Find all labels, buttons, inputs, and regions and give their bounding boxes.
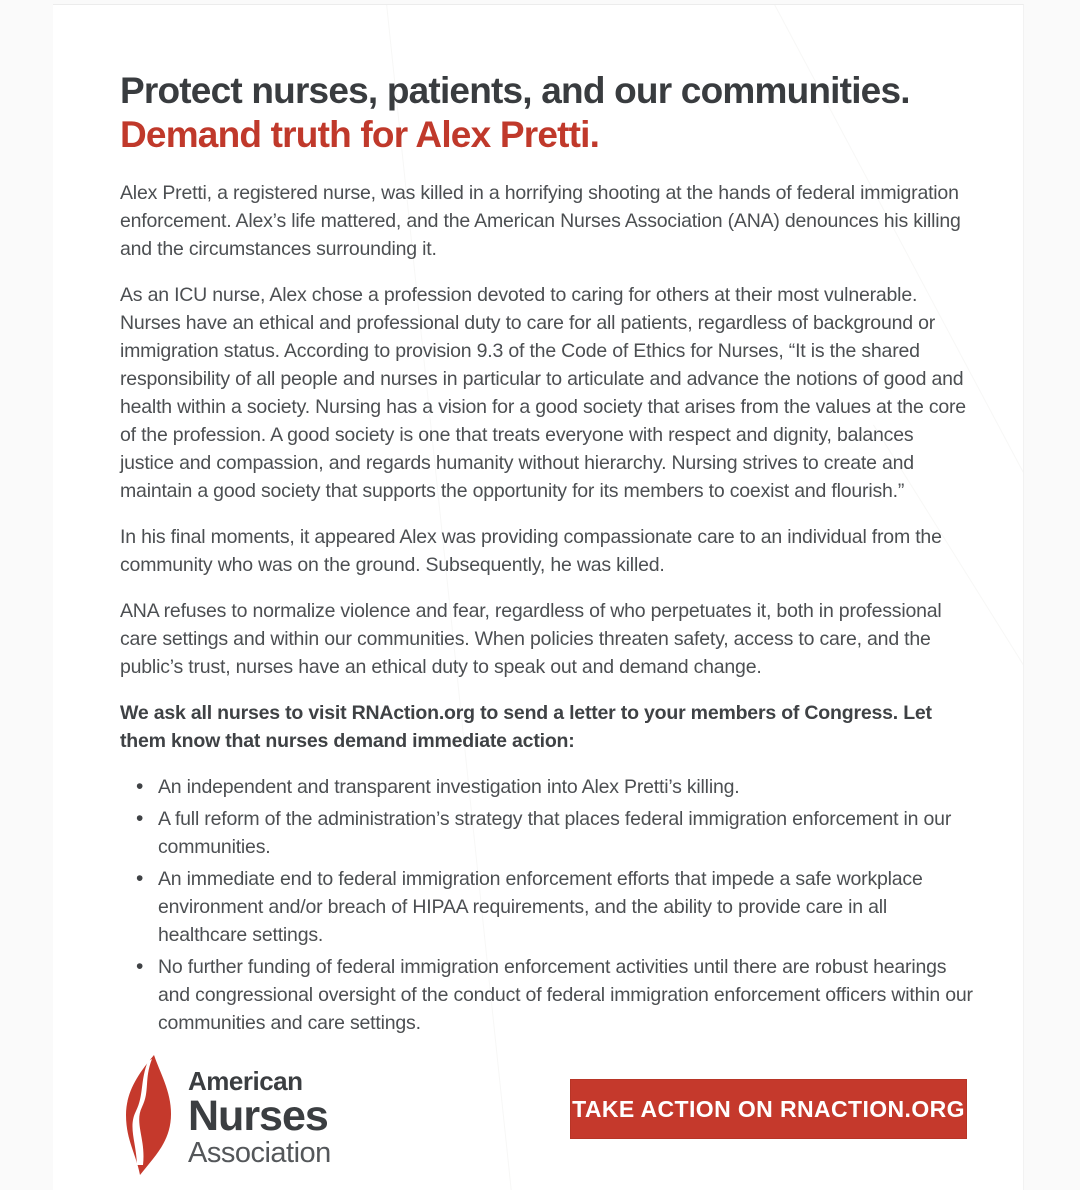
demand-item-investigation: • An independent and transparent investigation into Alex Pretti’s killing.: [134, 773, 981, 801]
demands-list: [134, 773, 981, 1037]
ana-logo-association: Association: [188, 1137, 331, 1169]
ana-logo-american: American: [188, 1066, 303, 1096]
ana-logo-text: [188, 1067, 331, 1170]
paragraph-intro: Alex Pretti, a registered nurse, was killed in a horrifying shooting at the hands of federal immigration enforcement. Alex’s life mattered, and the American Nurses Association (ANA) denounces his killing and the circumstances surrounding it.: [120, 182, 961, 260]
demand-item-end-enforcement: • An immediate end to federal immigration enforcement efforts that impede a safe workplace environment and/or breach of HIPAA requirements, and the ability to provide care in all healthcare settings.: [134, 865, 981, 949]
paragraph-final-moments: In his final moments, it appeared Alex was providing compassionate care to an individual from the community who was on the ground. Subsequently, he was killed.: [120, 526, 942, 576]
demand-item-funding: • No further funding of federal immigration enforcement activities until there are robust hearings and congressional oversight of the conduct of federal immigration enforcement officers within our communities and care settings.: [134, 953, 981, 1037]
flyer-card: [53, 4, 1024, 1190]
take-action-button[interactable]: TAKE ACTION ON RNACTION.ORG: [570, 1079, 967, 1139]
ana-logo-nurses: Nurses: [188, 1092, 328, 1140]
flyer-footer: [120, 1053, 967, 1177]
paragraph-ethics: As an ICU nurse, Alex chose a profession devoted to caring for others at their most vulnerable. Nurses have an ethical and professional duty to care for all patients, regardless of background or immigration status. According to provision 9.3 of the Code of Ethics for Nurses, “It is the shared responsibility of all people and nurses in particular to articulate and advance the notions of good and health within a society. Nursing has a vision for a good society that arises from the values at the core of the profession. A good society is one that treats everyone with respect and dignity, balances justice and compassion, and regards humanity without hierarchy. Nursing strives to create and maintain a good society that supports the opportunity for its members to coexist and flourish.”: [120, 284, 966, 502]
cta-intro-text: We ask all nurses to visit RNAction.org to send a letter to your members of Congress. Let them know that nurses demand immediate action:: [120, 702, 932, 752]
ana-logo: [120, 1053, 331, 1177]
flyer-content: [53, 5, 1023, 1177]
headline-primary: Protect nurses, patients, and our communities.: [120, 70, 910, 111]
headline-secondary: Demand truth for Alex Pretti.: [120, 114, 600, 155]
ana-flame-icon: [120, 1053, 178, 1177]
demand-item-reform: • A full reform of the administration’s strategy that places federal immigration enforcement in our communities.: [134, 805, 981, 861]
paragraph-ana-position: ANA refuses to normalize violence and fear, regardless of who perpetuates it, both in professional care settings and within our communities. When policies threaten safety, access to care, and the public’s trust, nurses have an ethical duty to speak out and demand change.: [120, 600, 942, 678]
